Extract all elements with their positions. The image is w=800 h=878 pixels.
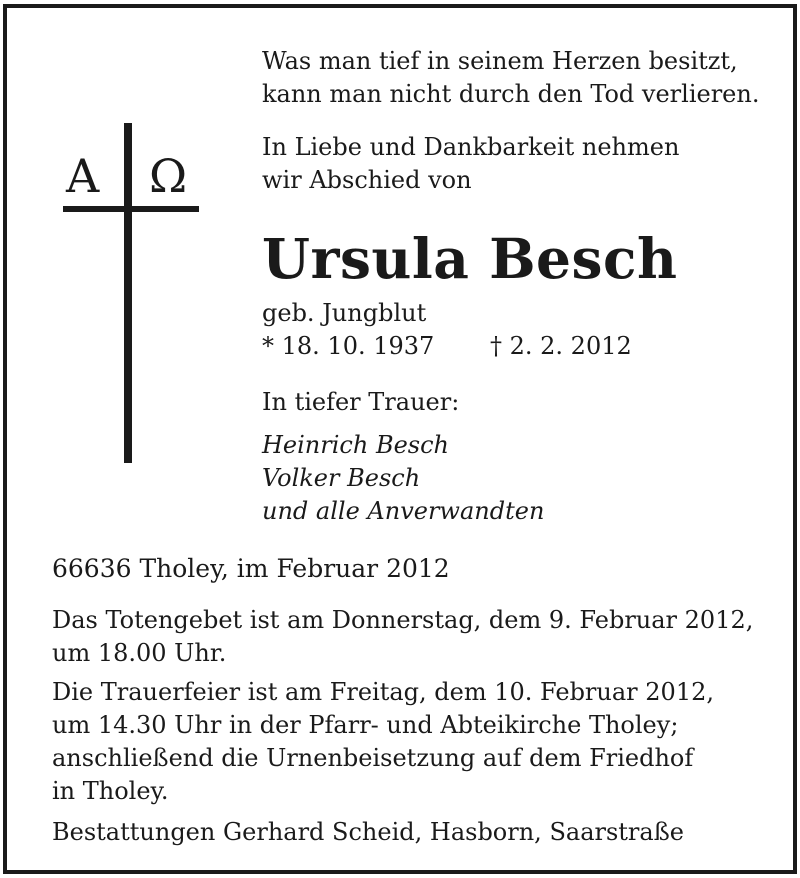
birth-name: geb. Jungblut: [262, 299, 427, 327]
life-dates: [262, 330, 632, 363]
place-date: 66636 Tholey, im Februar 2012: [52, 554, 450, 583]
cross-vertical-bar: [124, 123, 132, 463]
funeral-info: [52, 676, 714, 808]
funeral-line: um 14.30 Uhr in der Pfarr- und Abteikirche Tholey;: [52, 711, 679, 739]
undertaker: Bestattungen Gerhard Scheid, Hasborn, Saarstraße: [52, 818, 684, 846]
birth-date: * 18. 10. 1937: [262, 332, 435, 360]
funeral-line: in Tholey.: [52, 777, 169, 805]
intro-text: [262, 131, 679, 197]
quote-line: Was man tief in seinem Herzen besitzt,: [262, 47, 738, 75]
deceased-name: Ursula Besch: [262, 226, 678, 291]
mourners-list: [262, 429, 544, 528]
funeral-line: anschließend die Urnenbeisetzung auf dem Friedhof: [52, 744, 694, 772]
mourners-heading: In tiefer Trauer:: [262, 388, 460, 416]
quote: [262, 45, 759, 111]
cross-horizontal-bar: [63, 206, 199, 212]
death-date: † 2. 2. 2012: [490, 332, 632, 360]
mourner-name: Heinrich Besch: [262, 431, 449, 459]
obituary-frame: [3, 4, 797, 874]
funeral-line: Die Trauerfeier ist am Freitag, dem 10. Februar 2012,: [52, 678, 714, 706]
intro-line: In Liebe und Dankbarkeit nehmen: [262, 133, 680, 161]
mourner-name: und alle Anverwandten: [262, 497, 545, 525]
quote-line: kann man nicht durch den Tod verlieren.: [262, 80, 760, 108]
prayer-info: [52, 604, 753, 670]
omega-icon: Ω: [149, 149, 188, 203]
intro-line: wir Abschied von: [262, 166, 472, 194]
prayer-line: Das Totengebet ist am Donnerstag, dem 9. Februar 2012,: [52, 606, 754, 634]
prayer-line: um 18.00 Uhr.: [52, 639, 227, 667]
mourner-name: Volker Besch: [262, 464, 421, 492]
alpha-icon: A: [66, 149, 100, 203]
